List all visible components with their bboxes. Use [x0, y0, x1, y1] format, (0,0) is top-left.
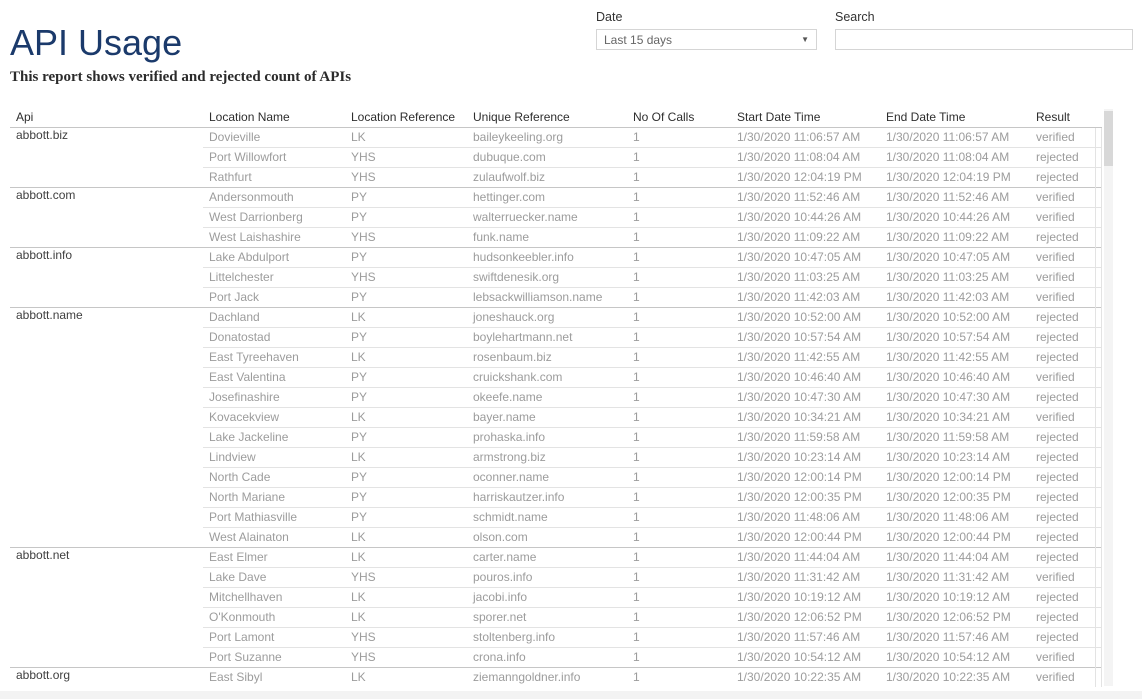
- location-reference-cell[interactable]: PY: [345, 187, 467, 207]
- end-date-time-cell[interactable]: 1/30/2020 12:00:14 PM: [880, 467, 1030, 487]
- start-date-time-cell[interactable]: 1/30/2020 12:04:19 PM: [731, 167, 880, 187]
- no-of-calls-cell[interactable]: 1: [627, 307, 731, 327]
- location-reference-cell[interactable]: PY: [345, 467, 467, 487]
- row-spacer: [1095, 487, 1101, 507]
- row-spacer: [1095, 527, 1101, 547]
- unique-reference-cell[interactable]: zulaufwolf.biz: [467, 167, 627, 187]
- row-spacer: [1095, 467, 1101, 487]
- location-name-cell[interactable]: North Cade: [203, 467, 345, 487]
- location-name-cell[interactable]: East Sibyl: [203, 667, 345, 687]
- unique-reference-cell[interactable]: schmidt.name: [467, 507, 627, 527]
- row-spacer: [1095, 627, 1101, 647]
- row-spacer: [1095, 267, 1101, 287]
- page-subtitle: This report shows verified and rejected count of APIs: [10, 69, 352, 85]
- start-date-time-cell[interactable]: 1/30/2020 10:57:54 AM: [731, 327, 880, 347]
- unique-reference-cell[interactable]: hettinger.com: [467, 187, 627, 207]
- table-row: [10, 187, 1101, 207]
- column-header-no-of-calls[interactable]: No Of Calls: [627, 107, 731, 127]
- end-date-time-cell[interactable]: 1/30/2020 11:09:22 AM: [880, 227, 1030, 247]
- no-of-calls-cell[interactable]: 1: [627, 447, 731, 467]
- location-name-cell[interactable]: Dachland: [203, 307, 345, 327]
- no-of-calls-cell[interactable]: 1: [627, 667, 731, 687]
- location-name-cell[interactable]: Andersonmouth: [203, 187, 345, 207]
- location-reference-cell[interactable]: YHS: [345, 167, 467, 187]
- location-name-cell[interactable]: Lindview: [203, 447, 345, 467]
- result-cell[interactable]: rejected: [1030, 327, 1095, 347]
- start-date-time-cell[interactable]: 1/30/2020 10:47:05 AM: [731, 247, 880, 267]
- unique-reference-cell[interactable]: okeefe.name: [467, 387, 627, 407]
- location-reference-cell[interactable]: LK: [345, 587, 467, 607]
- unique-reference-cell[interactable]: rosenbaum.biz: [467, 347, 627, 367]
- start-date-time-cell[interactable]: 1/30/2020 11:06:57 AM: [737, 130, 861, 144]
- end-date-time-cell[interactable]: 1/30/2020 10:23:14 AM: [880, 447, 1030, 467]
- result-cell[interactable]: rejected: [1030, 227, 1095, 247]
- row-spacer: [1095, 227, 1101, 247]
- unique-reference-cell[interactable]: harriskautzer.info: [467, 487, 627, 507]
- row-spacer: [1095, 147, 1101, 167]
- location-name-cell[interactable]: West Alainaton: [203, 527, 345, 547]
- start-date-time-cell[interactable]: 1/30/2020 12:00:44 PM: [731, 527, 880, 547]
- vertical-scrollbar-thumb[interactable]: [1104, 111, 1113, 166]
- unique-reference-cell[interactable]: oconner.name: [467, 467, 627, 487]
- api-usage-table: [10, 107, 1102, 687]
- location-reference-cell[interactable]: LK: [345, 407, 467, 427]
- location-reference-cell[interactable]: LK: [345, 307, 467, 327]
- unique-reference-cell[interactable]: stoltenberg.info: [467, 627, 627, 647]
- row-spacer: [1095, 567, 1101, 587]
- no-of-calls-cell[interactable]: 1: [627, 327, 731, 347]
- result-cell[interactable]: verified: [1030, 207, 1095, 227]
- end-date-time-cell[interactable]: 1/30/2020 10:44:26 AM: [880, 207, 1030, 227]
- location-reference-cell[interactable]: LK: [345, 527, 467, 547]
- end-date-time-cell[interactable]: 1/30/2020 11:59:58 AM: [880, 427, 1030, 447]
- unique-reference-cell[interactable]: bayer.name: [467, 407, 627, 427]
- row-spacer: [1095, 547, 1101, 567]
- vertical-scrollbar-track[interactable]: [1104, 109, 1113, 686]
- location-reference-cell[interactable]: LK: [345, 447, 467, 467]
- unique-reference-cell[interactable]: dubuque.com: [467, 147, 627, 167]
- location-name-cell[interactable]: West Darrionberg: [203, 207, 345, 227]
- location-name-cell[interactable]: O'Konmouth: [203, 607, 345, 627]
- no-of-calls-cell[interactable]: 1: [627, 627, 731, 647]
- table-row: [10, 247, 1101, 267]
- row-spacer: [1095, 287, 1101, 307]
- row-spacer: [1095, 307, 1101, 327]
- row-spacer: [1095, 587, 1101, 607]
- start-date-time-cell[interactable]: 1/30/2020 12:00:14 PM: [731, 467, 880, 487]
- row-spacer: [1095, 127, 1101, 147]
- start-date-time-cell[interactable]: 1/30/2020 11:03:25 AM: [731, 267, 880, 287]
- start-date-time-cell[interactable]: 1/30/2020 10:47:30 AM: [731, 387, 880, 407]
- horizontal-scrollbar-track[interactable]: [0, 691, 1142, 699]
- no-of-calls-cell[interactable]: 1: [627, 527, 731, 547]
- start-date-time-cell[interactable]: 1/30/2020 10:52:00 AM: [731, 307, 880, 327]
- unique-reference-cell[interactable]: sporer.net: [467, 607, 627, 627]
- location-reference-cell[interactable]: LK: [345, 607, 467, 627]
- result-cell[interactable]: rejected: [1030, 427, 1095, 447]
- table-row: [10, 667, 1101, 687]
- row-spacer: [1095, 427, 1101, 447]
- row-spacer: [1095, 207, 1101, 227]
- unique-reference-cell[interactable]: prohaska.info: [467, 427, 627, 447]
- start-date-time-cell[interactable]: 1/30/2020 10:23:14 AM: [731, 447, 880, 467]
- result-cell[interactable]: verified: [1030, 287, 1095, 307]
- result-cell[interactable]: rejected: [1030, 347, 1095, 367]
- start-date-time-cell[interactable]: 1/30/2020 10:19:12 AM: [731, 587, 880, 607]
- api-group-label[interactable]: abbott.net: [10, 547, 203, 667]
- end-date-time-cell[interactable]: 1/30/2020 12:06:52 PM: [880, 607, 1030, 627]
- no-of-calls-cell[interactable]: 1: [627, 587, 731, 607]
- column-header-api[interactable]: Api: [10, 107, 203, 127]
- end-date-time-cell[interactable]: 1/30/2020 11:03:25 AM: [880, 267, 1030, 287]
- end-date-time-cell[interactable]: 1/30/2020 10:22:35 AM: [880, 667, 1030, 687]
- location-reference-cell[interactable]: YHS: [345, 267, 467, 287]
- location-reference-cell[interactable]: PY: [345, 487, 467, 507]
- chevron-down-icon: ▼: [801, 34, 809, 44]
- result-cell[interactable]: rejected: [1030, 307, 1095, 327]
- start-date-time-cell[interactable]: 1/30/2020 10:44:26 AM: [731, 207, 880, 227]
- location-name-cell[interactable]: Port Mathiasville: [203, 507, 345, 527]
- location-reference-cell[interactable]: YHS: [345, 227, 467, 247]
- start-date-time-cell[interactable]: 1/30/2020 11:59:58 AM: [731, 427, 880, 447]
- row-spacer: [1095, 167, 1101, 187]
- location-reference-cell[interactable]: LK: [345, 347, 467, 367]
- result-cell[interactable]: verified: [1030, 667, 1095, 687]
- location-name-cell[interactable]: Dovieville: [209, 130, 261, 144]
- row-spacer: [1095, 367, 1101, 387]
- column-header-location-reference[interactable]: Location Reference: [345, 107, 467, 127]
- end-date-time-cell[interactable]: 1/30/2020 10:47:30 AM: [880, 387, 1030, 407]
- location-reference-cell[interactable]: PY: [345, 207, 467, 227]
- start-date-time-cell[interactable]: 1/30/2020 11:08:04 AM: [731, 147, 880, 167]
- api-group-label[interactable]: abbott.org: [10, 667, 203, 687]
- start-date-time-cell[interactable]: 1/30/2020 11:31:42 AM: [731, 567, 880, 587]
- start-date-time-cell[interactable]: 1/30/2020 10:34:21 AM: [731, 407, 880, 427]
- no-of-calls-cell[interactable]: 1: [633, 130, 640, 144]
- location-reference-cell[interactable]: YHS: [345, 647, 467, 667]
- search-input[interactable]: [835, 29, 1133, 50]
- unique-reference-cell[interactable]: funk.name: [467, 227, 627, 247]
- result-cell[interactable]: verified: [1030, 267, 1095, 287]
- result-cell[interactable]: rejected: [1030, 447, 1095, 467]
- no-of-calls-cell[interactable]: 1: [627, 207, 731, 227]
- table-header-row: [10, 107, 1101, 127]
- location-reference-cell[interactable]: PY: [345, 507, 467, 527]
- unique-reference-cell[interactable]: walterruecker.name: [467, 207, 627, 227]
- no-of-calls-cell[interactable]: 1: [627, 487, 731, 507]
- result-cell[interactable]: rejected: [1030, 607, 1095, 627]
- result-cell[interactable]: rejected: [1030, 547, 1095, 567]
- location-name-cell[interactable]: Donatostad: [203, 327, 345, 347]
- column-header-result[interactable]: Result: [1030, 107, 1095, 127]
- location-reference-cell[interactable]: PY: [345, 327, 467, 347]
- location-name-cell[interactable]: Lake Dave: [203, 567, 345, 587]
- end-date-time-cell[interactable]: 1/30/2020 12:00:35 PM: [880, 487, 1030, 507]
- start-date-time-cell[interactable]: 1/30/2020 11:42:55 AM: [731, 347, 880, 367]
- column-header-start-date-time[interactable]: Start Date Time: [731, 107, 880, 127]
- table-body: [10, 127, 1101, 687]
- no-of-calls-cell[interactable]: 1: [627, 347, 731, 367]
- column-header-unique-reference[interactable]: Unique Reference: [467, 107, 627, 127]
- start-date-time-cell[interactable]: 1/30/2020 12:00:35 PM: [731, 487, 880, 507]
- result-cell[interactable]: rejected: [1030, 627, 1095, 647]
- start-date-time-cell[interactable]: 1/30/2020 10:22:35 AM: [731, 667, 880, 687]
- location-name-cell[interactable]: Port Jack: [203, 287, 345, 307]
- end-date-time-cell[interactable]: 1/30/2020 11:42:03 AM: [880, 287, 1030, 307]
- end-date-time-cell[interactable]: 1/30/2020 11:06:57 AM: [886, 130, 1010, 144]
- row-spacer: [1095, 507, 1101, 527]
- result-cell[interactable]: rejected: [1030, 507, 1095, 527]
- location-reference-cell[interactable]: YHS: [345, 147, 467, 167]
- search-filter: [835, 10, 1133, 50]
- location-name-cell[interactable]: East Valentina: [203, 367, 345, 387]
- unique-reference-cell[interactable]: jacobi.info: [467, 587, 627, 607]
- row-spacer: [1095, 247, 1101, 267]
- start-date-time-cell[interactable]: 1/30/2020 12:06:52 PM: [731, 607, 880, 627]
- unique-reference-cell[interactable]: crona.info: [467, 647, 627, 667]
- result-cell[interactable]: rejected: [1030, 527, 1095, 547]
- api-group-label[interactable]: abbott.name: [10, 307, 203, 547]
- end-date-time-cell[interactable]: 1/30/2020 10:47:05 AM: [880, 247, 1030, 267]
- location-name-cell[interactable]: Josefinashire: [203, 387, 345, 407]
- result-cell[interactable]: verified: [1030, 567, 1095, 587]
- result-cell[interactable]: rejected: [1030, 587, 1095, 607]
- location-name-cell[interactable]: West Laishashire: [203, 227, 345, 247]
- end-date-time-cell[interactable]: 1/30/2020 10:19:12 AM: [880, 587, 1030, 607]
- end-date-time-cell[interactable]: 1/30/2020 11:44:04 AM: [880, 547, 1030, 567]
- result-cell[interactable]: rejected: [1030, 167, 1095, 187]
- location-reference-cell[interactable]: YHS: [345, 627, 467, 647]
- end-date-time-cell[interactable]: 1/30/2020 11:42:55 AM: [880, 347, 1030, 367]
- result-cell[interactable]: rejected: [1030, 467, 1095, 487]
- no-of-calls-cell[interactable]: 1: [627, 427, 731, 447]
- end-date-time-cell[interactable]: 1/30/2020 12:04:19 PM: [880, 167, 1030, 187]
- unique-reference-cell[interactable]: carter.name: [467, 547, 627, 567]
- end-date-time-cell[interactable]: 1/30/2020 11:52:46 AM: [880, 187, 1030, 207]
- location-reference-cell[interactable]: PY: [345, 287, 467, 307]
- location-reference-cell[interactable]: LK: [351, 130, 366, 144]
- no-of-calls-cell[interactable]: 1: [627, 367, 731, 387]
- table-row: [10, 307, 1101, 327]
- unique-reference-cell[interactable]: cruickshank.com: [467, 367, 627, 387]
- result-cell[interactable]: rejected: [1030, 147, 1095, 167]
- start-date-time-cell[interactable]: 1/30/2020 10:54:12 AM: [731, 647, 880, 667]
- start-date-time-cell[interactable]: 1/30/2020 11:48:06 AM: [731, 507, 880, 527]
- column-header-end-date-time[interactable]: End Date Time: [880, 107, 1030, 127]
- unique-reference-cell[interactable]: swiftdenesik.org: [467, 267, 627, 287]
- end-date-time-cell[interactable]: 1/30/2020 11:57:46 AM: [880, 627, 1030, 647]
- unique-reference-cell[interactable]: baileykeeling.org: [473, 130, 564, 144]
- date-filter-label: Date: [596, 10, 623, 24]
- end-date-time-cell[interactable]: 1/30/2020 11:08:04 AM: [880, 147, 1030, 167]
- start-date-time-cell[interactable]: 1/30/2020 11:57:46 AM: [731, 627, 880, 647]
- location-reference-cell[interactable]: PY: [345, 247, 467, 267]
- table-row: [10, 547, 1101, 567]
- location-name-cell[interactable]: Kovacekview: [203, 407, 345, 427]
- row-spacer: [1095, 667, 1101, 687]
- api-group-label[interactable]: abbott.com: [10, 187, 203, 247]
- end-date-time-cell[interactable]: 1/30/2020 11:48:06 AM: [880, 507, 1030, 527]
- unique-reference-cell[interactable]: lebsackwilliamson.name: [467, 287, 627, 307]
- end-date-time-cell[interactable]: 1/30/2020 10:52:00 AM: [880, 307, 1030, 327]
- start-date-time-cell[interactable]: 1/30/2020 11:52:46 AM: [731, 187, 880, 207]
- row-spacer: [1095, 347, 1101, 367]
- no-of-calls-cell[interactable]: 1: [627, 467, 731, 487]
- unique-reference-cell[interactable]: joneshauck.org: [467, 307, 627, 327]
- no-of-calls-cell[interactable]: 1: [627, 387, 731, 407]
- start-date-time-cell[interactable]: 1/30/2020 11:42:03 AM: [731, 287, 880, 307]
- unique-reference-cell[interactable]: olson.com: [467, 527, 627, 547]
- table-row: [10, 127, 1101, 147]
- column-header-spacer: [1095, 107, 1101, 127]
- location-reference-cell[interactable]: LK: [345, 547, 467, 567]
- end-date-time-cell[interactable]: 1/30/2020 10:34:21 AM: [880, 407, 1030, 427]
- no-of-calls-cell[interactable]: 1: [627, 287, 731, 307]
- start-date-time-cell[interactable]: 1/30/2020 11:44:04 AM: [731, 547, 880, 567]
- location-name-cell[interactable]: East Elmer: [203, 547, 345, 567]
- unique-reference-cell[interactable]: ziemanngoldner.info: [467, 667, 627, 687]
- unique-reference-cell[interactable]: boylehartmann.net: [467, 327, 627, 347]
- no-of-calls-cell[interactable]: 1: [627, 607, 731, 627]
- no-of-calls-cell[interactable]: 1: [627, 227, 731, 247]
- row-spacer: [1095, 407, 1101, 427]
- search-filter-label: Search: [835, 10, 875, 24]
- result-cell[interactable]: verified: [1030, 247, 1095, 267]
- row-spacer: [1095, 187, 1101, 207]
- no-of-calls-cell[interactable]: 1: [627, 567, 731, 587]
- result-cell[interactable]: verified: [1030, 127, 1095, 147]
- row-spacer: [1095, 327, 1101, 347]
- unique-reference-cell[interactable]: hudsonkeebler.info: [467, 247, 627, 267]
- date-select[interactable]: [596, 29, 817, 50]
- location-name-cell[interactable]: Mitchellhaven: [203, 587, 345, 607]
- location-reference-cell[interactable]: PY: [345, 387, 467, 407]
- unique-reference-cell[interactable]: armstrong.biz: [467, 447, 627, 467]
- location-name-cell[interactable]: Port Lamont: [203, 627, 345, 647]
- row-spacer: [1095, 387, 1101, 407]
- location-reference-cell[interactable]: PY: [345, 367, 467, 387]
- location-name-cell[interactable]: North Mariane: [203, 487, 345, 507]
- end-date-time-cell[interactable]: 1/30/2020 10:46:40 AM: [880, 367, 1030, 387]
- date-select-value: Last 15 days: [604, 32, 673, 47]
- no-of-calls-cell[interactable]: 1: [627, 507, 731, 527]
- no-of-calls-cell[interactable]: 1: [627, 407, 731, 427]
- no-of-calls-cell[interactable]: 1: [627, 167, 731, 187]
- no-of-calls-cell[interactable]: 1: [627, 147, 731, 167]
- api-group-label[interactable]: abbott.info: [10, 247, 203, 307]
- result-cell[interactable]: verified: [1030, 367, 1095, 387]
- no-of-calls-cell[interactable]: 1: [627, 247, 731, 267]
- location-name-cell[interactable]: Port Willowfort: [203, 147, 345, 167]
- location-name-cell[interactable]: Port Suzanne: [203, 647, 345, 667]
- location-reference-cell[interactable]: YHS: [345, 567, 467, 587]
- location-name-cell[interactable]: Lake Jackeline: [203, 427, 345, 447]
- result-cell[interactable]: verified: [1030, 647, 1095, 667]
- page-title: API Usage: [10, 22, 183, 63]
- column-header-location-name[interactable]: Location Name: [203, 107, 345, 127]
- no-of-calls-cell[interactable]: 1: [627, 647, 731, 667]
- row-spacer: [1095, 447, 1101, 467]
- end-date-time-cell[interactable]: 1/30/2020 12:00:44 PM: [880, 527, 1030, 547]
- location-name-cell[interactable]: Rathfurt: [203, 167, 345, 187]
- unique-reference-cell[interactable]: pouros.info: [467, 567, 627, 587]
- result-cell[interactable]: rejected: [1030, 387, 1095, 407]
- end-date-time-cell[interactable]: 1/30/2020 11:31:42 AM: [880, 567, 1030, 587]
- start-date-time-cell[interactable]: 1/30/2020 11:09:22 AM: [731, 227, 880, 247]
- location-name-cell[interactable]: Lake Abdulport: [203, 247, 345, 267]
- no-of-calls-cell[interactable]: 1: [627, 547, 731, 567]
- end-date-time-cell[interactable]: 1/30/2020 10:54:12 AM: [880, 647, 1030, 667]
- location-name-cell[interactable]: East Tyreehaven: [203, 347, 345, 367]
- result-cell[interactable]: rejected: [1030, 487, 1095, 507]
- end-date-time-cell[interactable]: 1/30/2020 10:57:54 AM: [880, 327, 1030, 347]
- location-name-cell[interactable]: Littelchester: [203, 267, 345, 287]
- location-reference-cell[interactable]: LK: [345, 667, 467, 687]
- row-spacer: [1095, 647, 1101, 667]
- date-filter: [596, 10, 817, 50]
- api-group-label[interactable]: abbott.biz: [16, 127, 69, 142]
- location-reference-cell[interactable]: PY: [345, 427, 467, 447]
- result-cell[interactable]: verified: [1030, 407, 1095, 427]
- row-spacer: [1095, 607, 1101, 627]
- no-of-calls-cell[interactable]: 1: [627, 267, 731, 287]
- no-of-calls-cell[interactable]: 1: [627, 187, 731, 207]
- result-cell[interactable]: verified: [1030, 187, 1095, 207]
- start-date-time-cell[interactable]: 1/30/2020 10:46:40 AM: [731, 367, 880, 387]
